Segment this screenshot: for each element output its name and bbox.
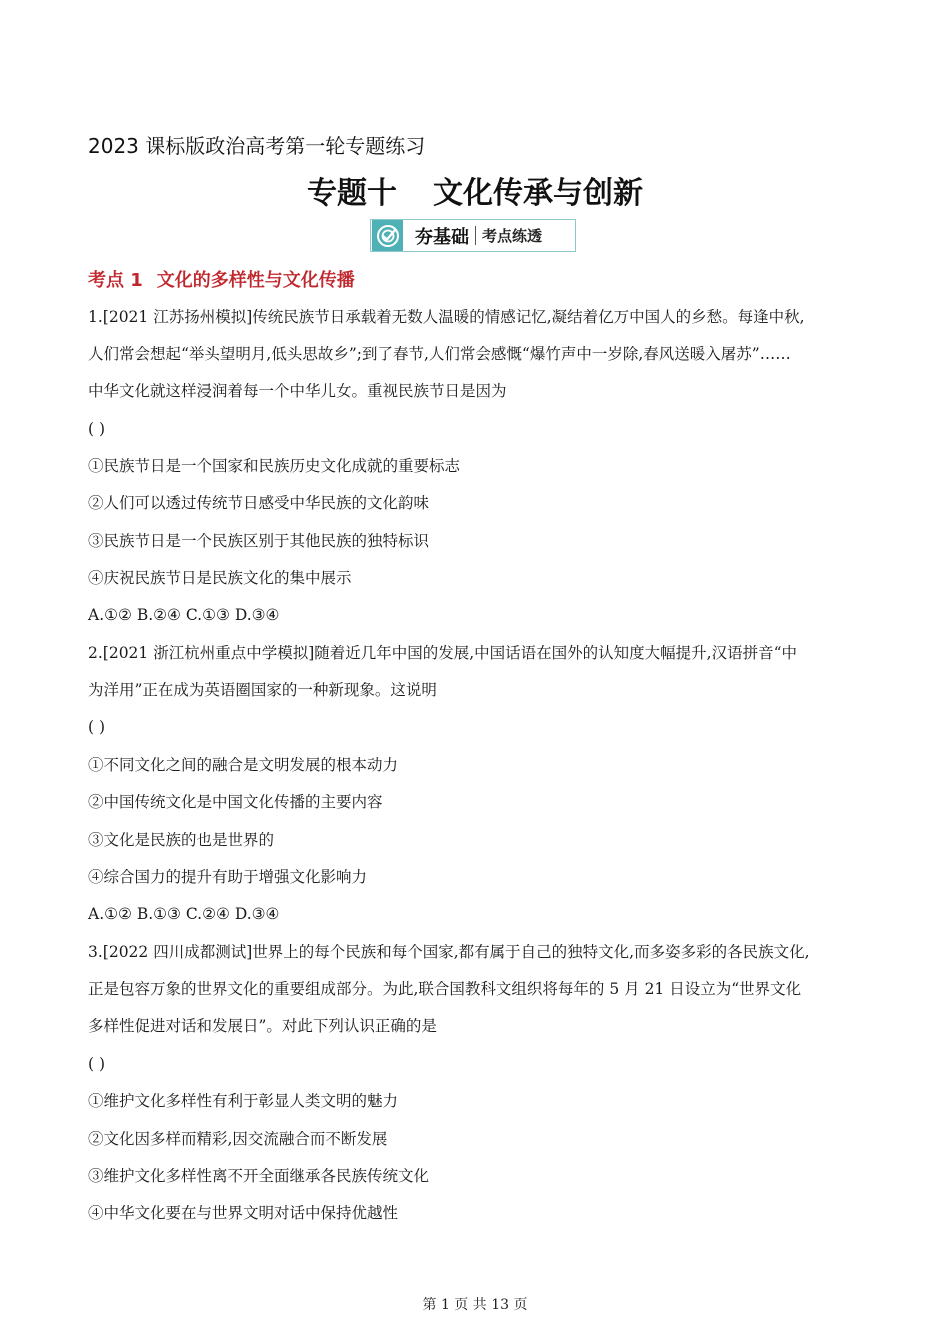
topic-name: 文化传承与创新	[433, 176, 643, 211]
question-3-answer-bracket: ( )	[88, 1055, 106, 1073]
question-2-stem-line: 为洋用”正在成为英语圈国家的一种新现象。这说明	[88, 681, 437, 699]
question-1-option: ④庆祝民族节日是民族文化的集中展示	[88, 569, 352, 587]
question-2-option: ③文化是民族的也是世界的	[88, 831, 275, 849]
topic-number: 专题十	[307, 176, 397, 211]
section-title: 文化的多样性与文化传播	[156, 270, 355, 291]
question-1-stem-line: 中华文化就这样浸润着每一个中华儿女。重视民族节日是因为	[88, 382, 507, 400]
series-title: 2023 课标版政治高考第一轮专题练习	[88, 134, 426, 158]
question-2-option: ①不同文化之间的融合是文明发展的根本动力	[88, 756, 399, 774]
badge-label-sub: 考点练透	[482, 227, 543, 245]
section-heading	[88, 266, 355, 292]
question-3-option: ②文化因多样而精彩,因交流融合而不断发展	[88, 1130, 388, 1148]
question-2-option: ④综合国力的提升有助于增强文化影响力	[88, 868, 368, 886]
question-1-option: ③民族节日是一个民族区别于其他民族的独特标识	[88, 532, 430, 550]
badge-label-main: 夯基础	[415, 226, 469, 248]
question-1-stem-line: 人们常会想起“举头望明月,低头思故乡”;到了春节,人们常会感慨“爆竹声中一岁除,春风送暖入屠苏”……	[88, 345, 791, 363]
question-1-option: ①民族节日是一个国家和民族历史文化成就的重要标志	[88, 457, 461, 475]
question-3-stem-line: 3.[2022 四川成都测试]世界上的每个民族和每个国家,都有属于自己的独特文化,而多姿多彩的各民族文化,	[88, 943, 810, 961]
question-2-stem-line: 2.[2021 浙江杭州重点中学模拟]随着近几年中国的发展,中国话语在国外的认知度大幅提升,汉语拼音“中	[88, 644, 798, 662]
page-footer: 第 1 页 共 13 页	[422, 1297, 528, 1313]
question-2-option: ②中国传统文化是中国文化传播的主要内容	[88, 793, 383, 811]
question-3-option: ①维护文化多样性有利于彰显人类文明的魅力	[88, 1092, 399, 1110]
question-3-stem-line: 正是包容万象的世界文化的重要组成部分。为此,联合国教科文组织将每年的 5 月 21 日设立为“世界文化	[88, 980, 802, 998]
section-badge	[370, 219, 576, 252]
question-2-answer-bracket: ( )	[88, 718, 106, 736]
target-check-icon	[372, 220, 403, 251]
question-1-option: ②人们可以透过传统节日感受中华民族的文化韵味	[88, 494, 430, 512]
page-title	[0, 168, 950, 212]
question-2-choices: A.①② B.①③ C.②④ D.③④	[88, 905, 280, 923]
question-3-stem-line: 多样性促进对话和发展日”。对此下列认识正确的是	[88, 1017, 437, 1035]
section-label: 考点 1	[88, 270, 143, 291]
question-3-option: ③维护文化多样性离不开全面继承各民族传统文化	[88, 1167, 430, 1185]
question-1-stem-line: 1.[2021 江苏扬州模拟]传统民族节日承载着无数人温暖的情感记忆,凝结着亿万中国人的乡愁。每逢中秋,	[88, 308, 805, 326]
question-1-choices: A.①② B.②④ C.①③ D.③④	[88, 606, 280, 624]
question-1-answer-bracket: ( )	[88, 420, 106, 438]
question-3-option: ④中华文化要在与世界文明对话中保持优越性	[88, 1204, 399, 1222]
badge-divider	[475, 226, 476, 245]
